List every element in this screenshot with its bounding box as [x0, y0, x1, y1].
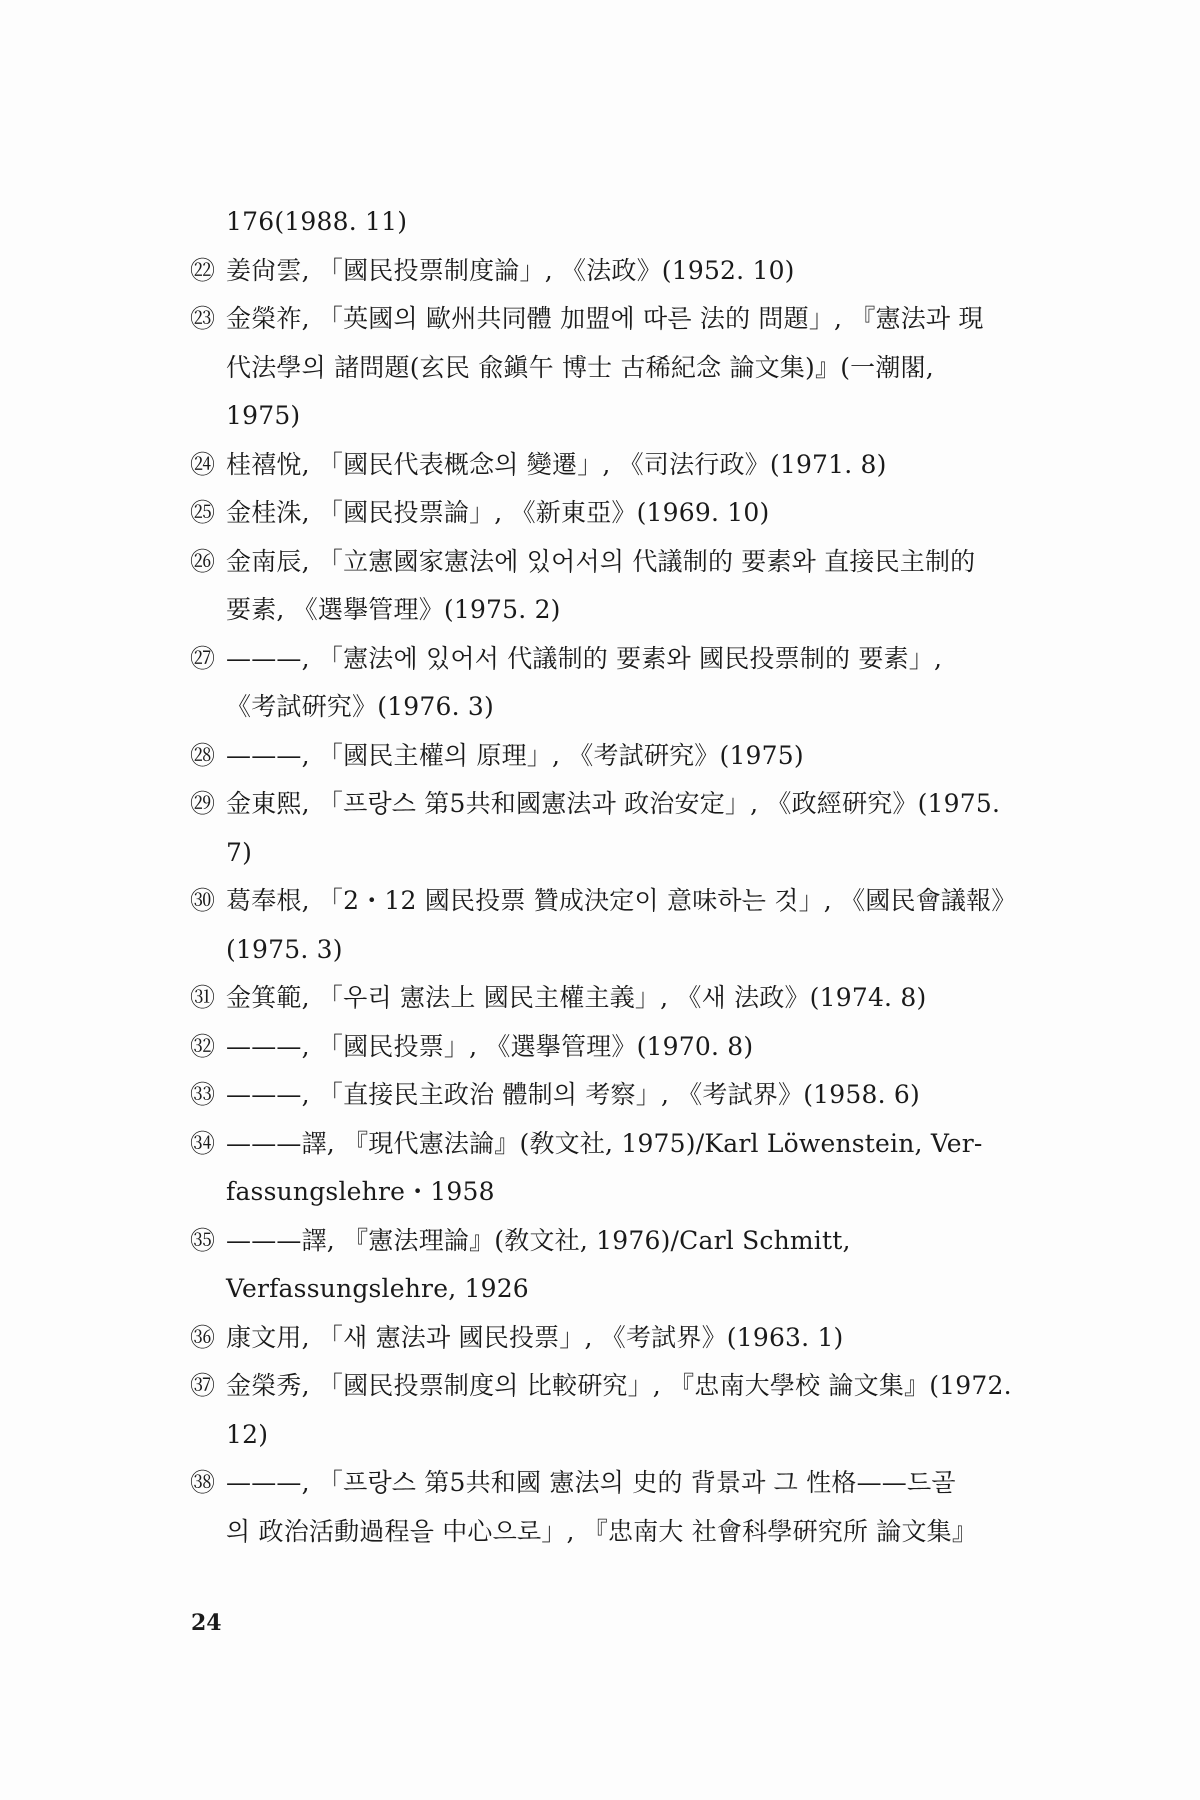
reference-line — [190, 780, 1050, 829]
reference-text: 金桂洙, 「國民投票論」, 《新東亞》(1969. 10) — [226, 498, 770, 527]
reference-line — [190, 1362, 1050, 1411]
reference-number: ㉞ — [190, 1128, 216, 1158]
reference-number: ㉛ — [190, 983, 216, 1012]
reference-text: 金南辰, 「立憲國家憲法에 있어서의 代議制的 要素와 直接民主制的 — [226, 546, 976, 576]
reference-line — [190, 1508, 1050, 1557]
reference-number: ㉕ — [190, 498, 216, 527]
reference-line — [190, 295, 1050, 344]
reference-number: ㉒ — [190, 255, 216, 285]
reference-number: ㉝ — [190, 1080, 216, 1109]
page-number: 24 — [191, 1610, 222, 1636]
reference-line — [190, 1023, 1050, 1072]
reference-line — [190, 926, 1050, 975]
reference-text: (1975. 3) — [226, 934, 343, 964]
reference-number: ㊲ — [190, 1371, 216, 1400]
reference-line — [190, 489, 1050, 538]
reference-text: ———, 「國民投票」, 《選擧管理》(1970. 8) — [226, 1031, 754, 1061]
reference-line — [190, 441, 1050, 490]
reference-list — [190, 198, 1050, 1556]
reference-text: 176(1988. 11) — [226, 207, 408, 236]
reference-text: ———, 「國民主權의 原理」, 《考試硏究》(1975) — [226, 740, 804, 770]
reference-line — [190, 1217, 1050, 1266]
reference-line — [190, 829, 1050, 878]
reference-line — [190, 1314, 1050, 1363]
reference-text: 要素, 《選擧管理》(1975. 2) — [226, 595, 561, 624]
reference-number: ㉘ — [190, 740, 216, 770]
reference-text: 《考試硏究》(1976. 3) — [226, 692, 494, 721]
reference-number: ㉜ — [190, 1031, 216, 1061]
reference-text: fassungslehre・1958 — [226, 1177, 495, 1206]
reference-number: ㊳ — [190, 1468, 216, 1497]
reference-text: 姜尙雲, 「國民投票制度論」, 《法政》(1952. 10) — [226, 255, 795, 285]
reference-text: ———譯, 『現代憲法論』(敎文社, 1975)/Karl Löwenstein, Ver- — [226, 1128, 983, 1158]
reference-number: ㉔ — [190, 449, 216, 479]
reference-text: 金箕範, 「우리 憲法上 國民主權主義」, 《새 法政》(1974. 8) — [226, 983, 927, 1012]
reference-text: 1975) — [226, 401, 301, 430]
reference-line — [190, 635, 1050, 684]
reference-text: 葛奉根, 「2・12 國民投票 贊成決定이 意味하는 것」, 《國民會議報》 — [226, 886, 1017, 915]
reference-line — [190, 974, 1050, 1023]
reference-line — [190, 586, 1050, 635]
reference-line — [190, 877, 1050, 926]
reference-text: 康文用, 「새 憲法과 國民投票」, 《考試界》(1963. 1) — [226, 1322, 844, 1352]
reference-line — [190, 392, 1050, 441]
reference-line — [190, 198, 1050, 247]
reference-line — [190, 344, 1050, 393]
reference-text: 代法學의 諸問題(玄民 兪鎭午 博士 古稀紀念 論文集)』(一潮閣, — [226, 352, 934, 382]
reference-number: ㉓ — [190, 304, 216, 333]
reference-number: ㊱ — [190, 1322, 216, 1352]
reference-number: ㉚ — [190, 886, 216, 915]
reference-text: 金東熙, 「프랑스 第5共和國憲法과 政治安定」, 《政經硏究》(1975. — [226, 789, 1001, 818]
reference-number: ㉟ — [190, 1225, 216, 1255]
reference-text: ———, 「憲法에 있어서 代議制的 要素와 國民投票制的 要素」, — [226, 643, 943, 673]
reference-text: 7) — [226, 837, 253, 867]
reference-number: ㉖ — [190, 546, 216, 576]
reference-text: 12) — [226, 1419, 269, 1449]
reference-line — [190, 1168, 1050, 1217]
reference-text: ———譯, 『憲法理論』(敎文社, 1976)/Carl Schmitt, — [226, 1225, 851, 1255]
reference-text: ———, 「프랑스 第5共和國 憲法의 史的 背景과 그 性格——드골 — [226, 1468, 956, 1497]
reference-line — [190, 538, 1050, 587]
reference-line — [190, 1071, 1050, 1120]
reference-line — [190, 1459, 1050, 1508]
reference-text: 金榮秀, 「國民投票制度의 比較硏究」, 『忠南大學校 論文集』(1972. — [226, 1371, 1012, 1400]
reference-text: 桂禧悅, 「國民代表概念의 變遷」, 《司法行政》(1971. 8) — [226, 449, 887, 479]
reference-text: 의 政治活動過程을 中心으로」, 『忠南大 社會科學硏究所 論文集』 — [226, 1516, 978, 1546]
reference-text: ———, 「直接民主政治 體制의 考察」, 《考試界》(1958. 6) — [226, 1080, 920, 1109]
reference-line — [190, 247, 1050, 296]
reference-line — [190, 683, 1050, 732]
reference-line — [190, 1265, 1050, 1314]
reference-text: Verfassungslehre, 1926 — [226, 1274, 529, 1303]
reference-number: ㉗ — [190, 643, 216, 673]
reference-number: ㉙ — [190, 789, 216, 818]
reference-line — [190, 1120, 1050, 1169]
reference-line — [190, 732, 1050, 781]
reference-text: 金榮祚, 「英國의 歐州共同體 加盟에 따른 法的 問題」, 『憲法과 現 — [226, 304, 984, 333]
reference-line — [190, 1411, 1050, 1460]
